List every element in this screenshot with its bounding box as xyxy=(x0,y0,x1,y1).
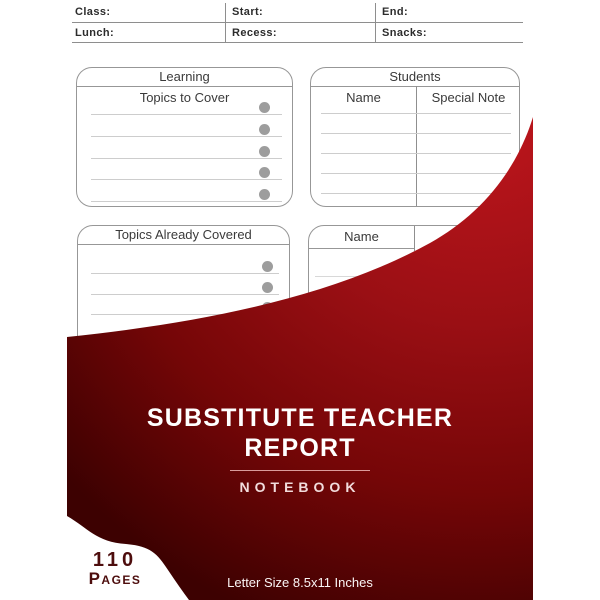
start-label: Start: xyxy=(232,6,264,18)
end-label: End: xyxy=(382,6,409,18)
cover-title-line2: REPORT xyxy=(244,434,356,462)
learning-panel-subtitle: Topics to Cover xyxy=(139,90,230,105)
students-panel-title: Students xyxy=(311,68,519,87)
class-label: Class: xyxy=(75,6,111,18)
students-note-column-header: Special Note xyxy=(431,90,506,105)
snacks-label: Snacks: xyxy=(382,27,427,39)
pages-count: 110 xyxy=(92,549,138,571)
cover-title-line1: SUBSTITUTE TEACHER xyxy=(146,404,454,432)
topics-covered-panel-title: Topics Already Covered xyxy=(78,226,289,245)
pages-label: Pages xyxy=(88,569,142,588)
name-panel-title: Name xyxy=(309,226,414,249)
lunch-label: Lunch: xyxy=(75,27,115,39)
cover-subtitle: NOTEBOOK xyxy=(239,479,361,495)
title-divider-line xyxy=(230,470,370,471)
learning-panel-title: Learning xyxy=(77,68,292,87)
students-name-column-header: Name xyxy=(346,90,381,105)
cover-title-block xyxy=(67,403,533,495)
red-sweep-shape xyxy=(67,117,533,600)
size-note: Letter Size 8.5x11 Inches xyxy=(227,575,373,590)
recess-label: Recess: xyxy=(232,27,277,39)
